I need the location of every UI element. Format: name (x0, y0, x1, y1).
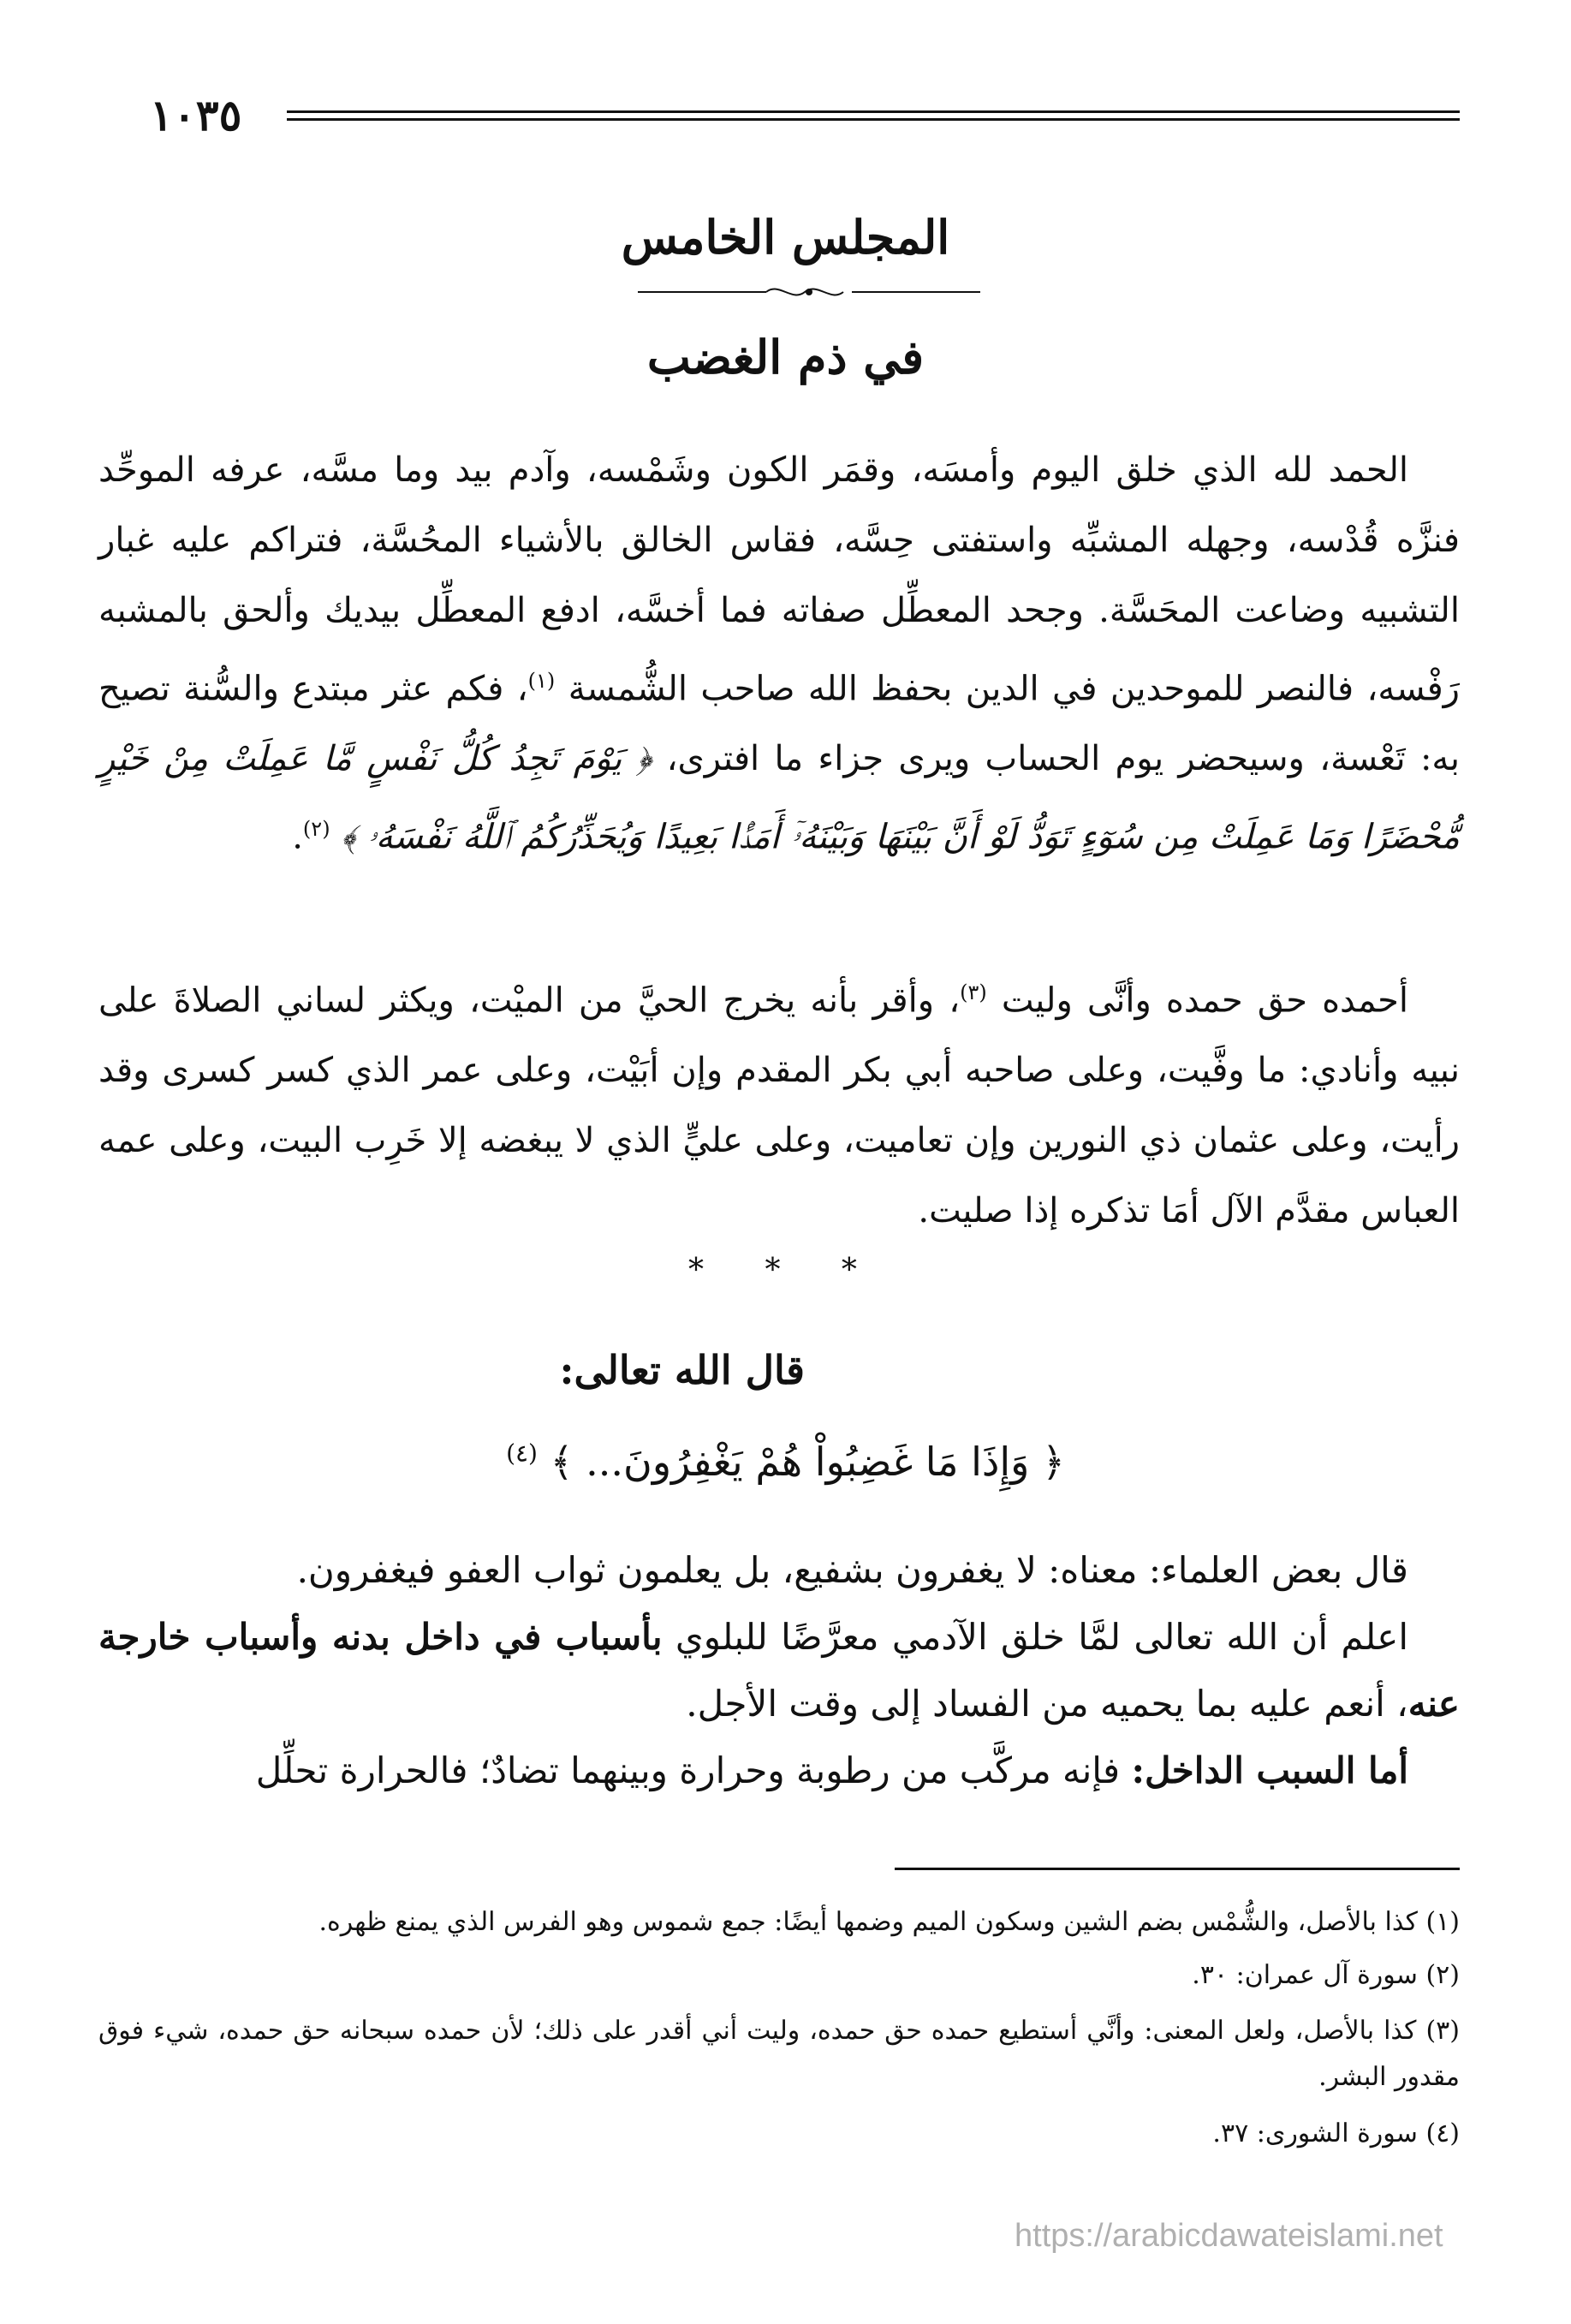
footnote-2: (٢) سورة آل عمران: ٣٠. (1192, 1960, 1460, 1990)
quran-verse-2: ﴿ وَإِذَا مَا غَضِبُواْ هُمْ يَغْفِرُونَ... ﴾ (550, 1439, 1065, 1485)
commentary-2-bold: بأسباب في داخل بدنه وأسباب خارجة عنه (98, 1616, 1460, 1725)
commentary (98, 1537, 1460, 1804)
commentary-paragraph-1: قال بعض العلماء: معناه: لا يغفرون بشفيع، بل يعلمون ثواب العفو فيغفرون. (296, 1549, 1408, 1591)
quran-heading: قال الله تعالى: (559, 1347, 805, 1393)
header-rule-top (287, 110, 1460, 113)
footnote-ref-1: (١) (527, 669, 556, 693)
footnote-separator (895, 1868, 1460, 1870)
watermark-url: https://arabicdawateislami.net (1015, 2218, 1443, 2254)
footnote-1: (١) كذا بالأصل، والشُّمْس بضم الشين وسكون الميم وضمها أيضًا: جمع شموس وهو الفرس الذي يمنع ظهره. (318, 1907, 1460, 1937)
commentary-2-text-a: اعلم أن الله تعالى لمَّا خلق الآدمي معرَّضًا للبلوي (662, 1616, 1408, 1658)
section-separator: * * * (688, 1253, 883, 1288)
quran-verse-2-line (0, 1439, 1571, 1485)
header-rule-bottom (287, 118, 1460, 121)
praise-paragraph (98, 957, 1460, 1246)
praise-text-b: ، وأقر بأنه يخرج الحيَّ من الميْت، ويكثر لساني الصلاةَ على نبيه وأنادي: ما وفَّيت، وعلى صاحبه أبي بكر المقدم وإن أبَيْت، وعلى عمر الذي كسر كسرى وقد رأيت، وعلى عثمان ذي النورين وإن تعاميت، وعلى عليٍّ الذي لا يبغضه إلا خَرِب البيت، وعلى عمه العباس مقدَّم الآل أمَا تذكره إذا صليت. (98, 980, 1460, 1231)
footnote-3: (٣) كذا بالأصل، ولعل المعنى: وأنَّي أستطيع حمده حق حمده، وليت أني أقدر على ذلك؛ لأن حمده سبحانه حق حمده، شيء فوق مقدور البشر. (98, 2016, 1460, 2092)
chapter-title: المجلس الخامس (621, 210, 950, 265)
quran-verse-1: ﴿ يَوْمَ تَجِدُ كُلُّ نَفْسٍ مَّا عَمِلَتْ مِنْ خَيْرٍ مُّحْضَرًا وَمَا عَمِلَتْ مِن سُوٓءٍ تَوَدُّ لَوْ أَنَّ بَيْنَهَا وَبَيْنَهُۥٓ أَمَدًۢا بَعِيدًا وَيُحَذِّرُكُمُ ٱللَّهُ نَفْسَهُۥ ﴾ (98, 739, 1460, 857)
intro-paragraph: الحمد لله الذي خلق اليوم وأمسَه، وقمَر الكون وشَمْسه، وآدم بيد وما مسَّه، عرفه الموحِّد فنزَّه قُدْسه، وجهله المشبِّه واستفتى حِسَّه، فقاس الخالق بالأشياء المحُسَّة، فتراكم عليه غبار التشبيه وضاعت المحَسَّة. وجحد المعطِّل صفاته فما أخسَّه، ادفع المعطِّل بيديك وألحق بالمشبه رَفْسه، فالنصر للموحدين في الدين بحفظ الله صاحب الشُّمسة $^{(١)}$، فكم عثر مبتدع والسُّنة تصيح به: تَعْسة، وسيحضر يوم الحساب ويرى جزاء ما افترى، ﴿ يَوْمَ تَجِدُ كُلُّ نَفْسٍ مَّا عَمِلَتْ مِنْ خَيْرٍ مُّحْضَرًا وَمَا عَمِلَتْ مِن سُوٓءٍ تَوَدُّ لَوْ أَنَّ بَيْنَهَا وَبَيْنَهُۥٓ أَمَدًۢا بَعِيدًا وَيُحَذِّرُكُمُ ٱللَّهُ نَفْسَهُۥ ﴾ $^{(٢)}$. (98, 450, 1461, 857)
commentary-3-bold: أما السبب الداخل: (1131, 1749, 1408, 1791)
commentary-paragraph-2 (98, 1604, 1460, 1737)
page-header (150, 90, 1460, 141)
footnote-ref-2: (٢) (302, 817, 330, 842)
title-ornament-divider (638, 279, 980, 305)
footnote-4: (٤) سورة الشورى: ٣٧. (1212, 2118, 1460, 2148)
praise-text-a: أحمده حق حمده وأنَّى وليت (1001, 980, 1409, 1021)
footnote-ref-4: (٤) (506, 1439, 538, 1468)
commentary-paragraph-3 (98, 1737, 1460, 1804)
commentary-3-text: فإنه مركَّب من رطوبة وحرارة وبينهما تضادٌ؛ فالحرارة تحلِّل (255, 1749, 1132, 1791)
chapter-subtitle: في ذم الغضب (646, 330, 925, 384)
page-number: ١٠٣٥ (150, 90, 242, 140)
footnote-ref-3: (٣) (960, 980, 987, 1004)
intro-text-continued: ، فكم عثر مبتدع والسُّنة تصيح به: تَعْسة، وسيحضر يوم الحساب ويرى جزاء ما افترى، (98, 669, 1461, 779)
commentary-2-text-b: ، أنعم عليه بما يحميه من الفساد إلى وقت الأجل. (686, 1683, 1408, 1725)
intro-text: الحمد لله الذي خلق اليوم وأمسَه، وقمَر الكون وشَمْسه، وآدم بيد وما مسَّه، عرفه الموحِّد فنزَّه قُدْسه، وجهله المشبِّه واستفتى حِسَّه، فقاس الخالق بالأشياء المحُسَّة، فتراكم عليه غبار التشبيه وضاعت المحَسَّة. وجحد المعطِّل صفاته فما أخسَّه، ادفع المعطِّل بيديك وألحق بالمشبه رَفْسه، فالنصر للموحدين في الدين بحفظ الله صاحب الشُّمسة (98, 450, 1461, 709)
